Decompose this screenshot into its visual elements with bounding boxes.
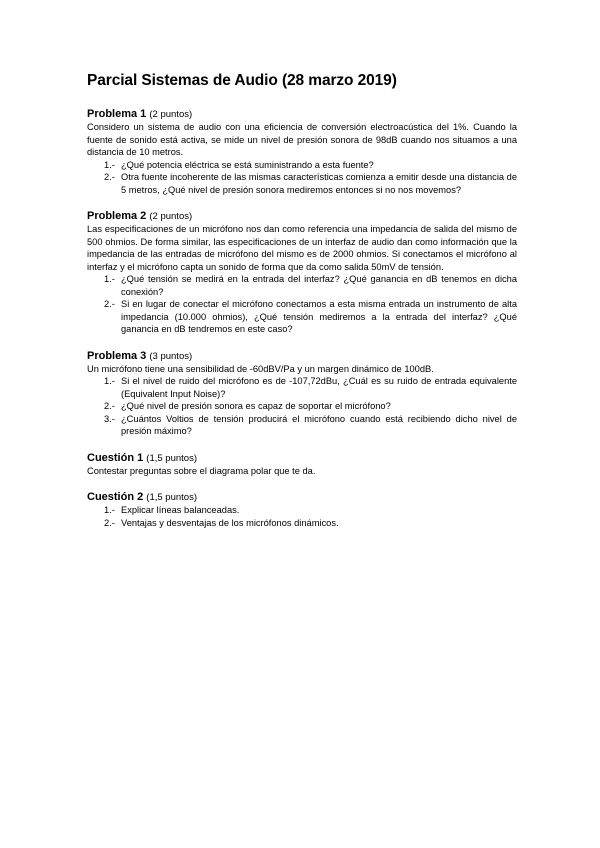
section-heading-text: Cuestión 2 — [87, 491, 144, 503]
section-points: (2 puntos) — [149, 211, 193, 222]
section-text: Contestar preguntas sobre el diagrama polar que te da. — [87, 465, 316, 476]
section-cuestion-1 — [87, 452, 517, 478]
question-list — [87, 375, 517, 438]
question-list — [87, 273, 517, 336]
section-heading-text: Cuestión 1 — [87, 451, 144, 464]
section-text: Considero un sistema de audio con una eficiencia de conversión electroacústica del 1%. Cuando la fuente de sonido está activa, se mide un nivel de presión sonora de 98dB cuando nos situamos a una distancia de 10 metros. — [87, 122, 517, 157]
question-number: 3.- — [104, 413, 115, 424]
section-heading-text: Problema 2 — [87, 210, 147, 222]
question-text: ¿Qué potencia eléctrica se está suministrando a esta fuente? — [121, 159, 374, 170]
document-content — [87, 72, 517, 543]
question-number: 2.- — [104, 401, 115, 411]
question-number: 2.- — [104, 517, 115, 528]
section-heading — [87, 210, 517, 223]
question-text: ¿Qué tensión se medirá en la entrada del interfaz? ¿Qué ganancia en dB tenemos en dicha conexión? — [121, 274, 517, 297]
section-heading — [87, 350, 517, 363]
question-item — [87, 273, 517, 298]
section-heading — [87, 452, 517, 465]
question-text: Ventajas y desventajas de los micrófonos dinámicos. — [121, 517, 339, 528]
section-text: Las especificaciones de un micrófono nos dan como referencia una impedancia de salida del mismo de 500 ohmios. De forma similar, las especificaciones de un interfaz de audio dan como información que la impedancia de las entradas de micrófono del mismo es de 2000 ohmios. Si conectamos el micrófono al interfaz y el micrófono capta un sonido de forma que da como salida 50mV de tensión. — [87, 224, 517, 272]
question-text: ¿Qué nivel de presión sonora es capaz de soportar el micrófono? — [121, 401, 391, 411]
question-list — [87, 504, 517, 529]
question-item — [87, 298, 517, 336]
question-text: Si en lugar de conectar el micrófono conectamos a esta misma entrada un instrumento de alta impedancia (10.000 ohmios), ¿Qué tensión mediremos a la entrada del interfaz? ¿Qué ganancia en dB tendremos en este caso? — [121, 299, 517, 334]
question-number: 2.- — [104, 172, 115, 182]
section-problema-1 — [87, 108, 517, 196]
question-text: Si el nivel de ruido del micrófono es de -107,72dBu, ¿Cuál es su ruido de entrada equivalente (Equivalent Input Noise)? — [121, 376, 517, 399]
section-text: Un micrófono tiene una sensibilidad de -60dBV/Pa y un margen dinámico de 100dB. — [87, 363, 434, 374]
question-item — [87, 517, 517, 530]
question-number: 1.- — [104, 376, 115, 386]
section-heading — [87, 108, 517, 121]
question-item — [87, 400, 517, 413]
question-list — [87, 159, 517, 197]
question-number: 2.- — [104, 299, 115, 309]
section-problema-2 — [87, 210, 517, 336]
question-item — [87, 159, 517, 172]
section-points: (1,5 puntos) — [146, 452, 197, 464]
section-heading-text: Problema 3 — [87, 349, 147, 362]
page-title: Parcial Sistemas de Audio (28 marzo 2019) — [87, 72, 397, 89]
question-text: ¿Cuántos Voltios de tensión producirá el micrófono cuando está recibiendo dicho nivel de presión máximo? — [121, 413, 517, 436]
question-text: Explicar líneas balanceadas. — [121, 505, 240, 515]
section-points: (2 puntos) — [149, 109, 193, 120]
question-text: Otra fuente incoherente de las mismas características comienza a emitir desde una distancia de 5 metros, ¿Qué nivel de presión sonora mediremos entonces si no nos movemos? — [121, 172, 517, 195]
section-heading — [87, 491, 517, 504]
section-cuestion-2 — [87, 491, 517, 529]
section-heading-text: Problema 1 — [87, 108, 147, 120]
question-item — [87, 413, 517, 438]
question-item — [87, 171, 517, 196]
question-number: 1.- — [104, 274, 115, 284]
question-item — [87, 375, 517, 400]
question-item — [87, 504, 517, 517]
section-points: (3 puntos) — [149, 350, 193, 362]
question-number: 1.- — [104, 159, 115, 170]
question-number: 1.- — [104, 505, 115, 515]
section-points: (1,5 puntos) — [146, 492, 197, 503]
section-problema-3 — [87, 350, 517, 438]
